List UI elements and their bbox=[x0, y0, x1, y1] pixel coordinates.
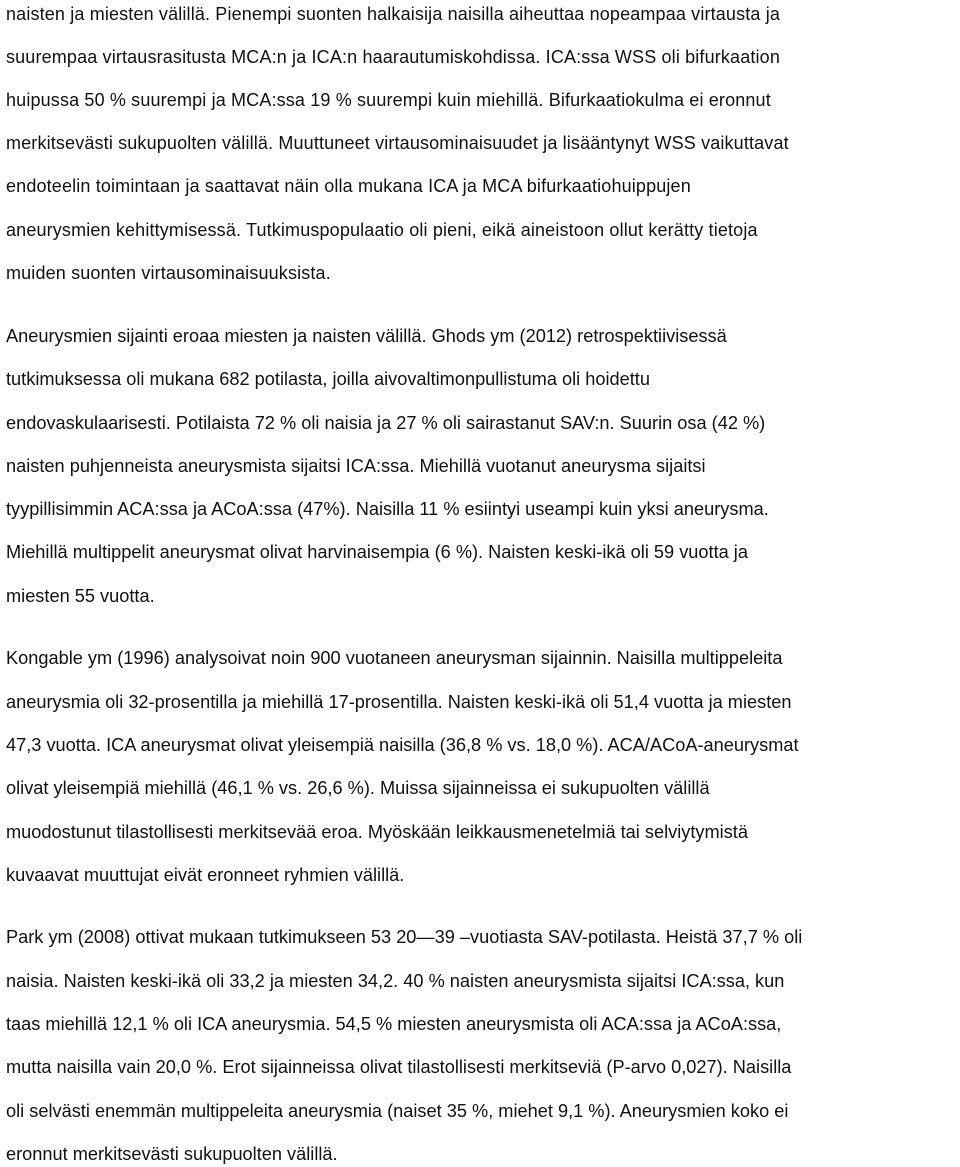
paragraph-line: aneurysmia oli 32-prosentilla ja miehillä 17-prosentilla. Naisten keski-ikä oli 51,4 vuotta ja miesten bbox=[6, 692, 792, 712]
paragraph-line: naisia. Naisten keski-ikä oli 33,2 ja miesten 34,2. 40 % naisten aneurysmista sijaitsi ICA:ssa, kun bbox=[6, 971, 785, 991]
paragraph-line: muiden suonten virtausominaisuuksista. bbox=[6, 263, 331, 283]
paragraph-line: merkitsevästi sukupuolten välillä. Muuttuneet virtausominaisuudet ja lisääntynyt WSS vaikuttavat bbox=[6, 133, 789, 153]
paragraph-line: suurempaa virtausrasitusta MCA:n ja ICA:n haarautumiskohdissa. ICA:ssa WSS oli bifurkaation bbox=[6, 47, 780, 67]
paragraph-line: muodostunut tilastollisesti merkitsevää eroa. Myöskään leikkausmenetelmiä tai selviytymistä bbox=[6, 822, 748, 842]
paragraph-line: aneurysmien kehittymisessä. Tutkimuspopulaatio oli pieni, eikä aineistoon ollut kerätty tietoja bbox=[6, 220, 758, 240]
paragraph-line: oli selvästi enemmän multippeleita aneurysmia (naiset 35 %, miehet 9,1 %). Aneurysmien koko ei bbox=[6, 1101, 789, 1121]
paragraph-line: tyypillisimmin ACA:ssa ja ACoA:ssa (47%). Naisilla 11 % esiintyi useampi kuin yksi aneurysma. bbox=[6, 499, 769, 519]
paragraph-line: naisten puhjenneista aneurysmista sijaitsi ICA:ssa. Miehillä vuotanut aneurysma sijaitsi bbox=[6, 456, 706, 476]
paragraph-line: 47,3 vuotta. ICA aneurysmat olivat yleisempiä naisilla (36,8 % vs. 18,0 %). ACA/ACoA-aneurysmat bbox=[6, 735, 799, 755]
paragraph-line: eronnut merkitsevästi sukupuolten välillä. bbox=[6, 1144, 338, 1164]
paragraph-line: Aneurysmien sijainti eroaa miesten ja naisten välillä. Ghods ym (2012) retrospektiivisessä bbox=[6, 326, 727, 346]
paragraph-line: huipussa 50 % suurempi ja MCA:ssa 19 % suurempi kuin miehillä. Bifurkaatiokulma ei eronnut bbox=[6, 90, 771, 110]
paragraph-line: olivat yleisempiä miehillä (46,1 % vs. 26,6 %). Muissa sijainneissa ei sukupuolten välillä bbox=[6, 778, 710, 798]
paragraph-line: kuvaavat muuttujat eivät eronneet ryhmien välillä. bbox=[6, 865, 405, 885]
paragraph-line: tutkimuksessa oli mukana 682 potilasta, joilla aivovaltimonpullistuma oli hoidettu bbox=[6, 369, 650, 389]
paragraph-line: taas miehillä 12,1 % oli ICA aneurysmia. 54,5 % miesten aneurysmista oli ACA:ssa ja ACoA:ssa, bbox=[6, 1014, 782, 1034]
paragraph-line: Park ym (2008) ottivat mukaan tutkimukseen 53 20—39 –vuotiasta SAV-potilasta. Heistä 37,7 % oli bbox=[6, 927, 803, 947]
paragraph-line: mutta naisilla vain 20,0 %. Erot sijainneissa olivat tilastollisesti merkitseviä (P-arvo 0,027). Naisilla bbox=[6, 1057, 792, 1077]
paragraph-line: miesten 55 vuotta. bbox=[6, 586, 155, 606]
paragraph-line: Miehillä multippelit aneurysmat olivat harvinaisempia (6 %). Naisten keski-ikä oli 59 vuotta ja bbox=[6, 542, 748, 562]
paragraph-line: endovaskulaarisesti. Potilaista 72 % oli naisia ja 27 % oli sairastanut SAV:n. Suurin osa (42 %) bbox=[6, 413, 766, 433]
paragraph-line: endoteelin toimintaan ja saattavat näin olla mukana ICA ja MCA bifurkaatiohuippujen bbox=[6, 176, 691, 196]
paragraph-line: naisten ja miesten välillä. Pienempi suonten halkaisija naisilla aiheuttaa nopeampaa virtausta ja bbox=[6, 4, 781, 24]
paragraph-line: Kongable ym (1996) analysoivat noin 900 vuotaneen aneurysman sijainnin. Naisilla multippeleita bbox=[6, 648, 783, 668]
